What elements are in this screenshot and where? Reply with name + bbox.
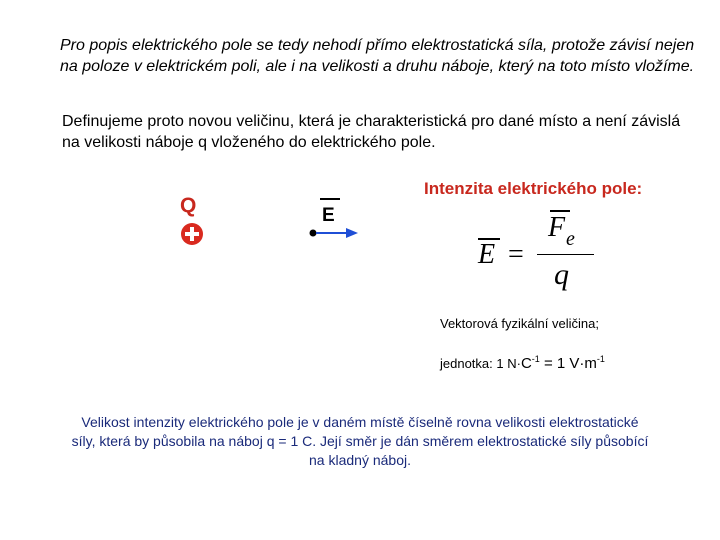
footer-paragraph: Velikost intenzity elektrického pole je v daném místě číselně rovna velikosti elektrostatické síly, která by působila na náboj q = 1 C. Její směr je dán směrem elektrostatické síly působící na kladný náboj. [71, 414, 649, 468]
positive-charge-icon [181, 223, 203, 245]
formula-lhs: E [478, 239, 496, 270]
unit-exponent-2: -1 [596, 354, 605, 364]
field-vector-arrow-icon [308, 225, 360, 241]
formula-equals: = [508, 239, 524, 270]
formula-fraction-line [537, 254, 594, 255]
vector-description: Vektorová fyzikální veličina; [440, 316, 599, 331]
intensity-title: Intenzita elektrického pole: [424, 179, 643, 198]
unit-coulomb: C [520, 355, 532, 372]
unit-line [440, 354, 605, 372]
field-label: E [322, 205, 335, 226]
intensity-formula [470, 205, 610, 300]
field-vector-bar [320, 198, 340, 200]
definition-paragraph: Definujeme proto novou veličinu, která je charakteristická pro dané místo a není závislá na velikosti náboje q vloženého do elektrického pole. [62, 113, 681, 151]
unit-middle: = 1 V·m [539, 355, 597, 372]
formula-numerator: F [548, 212, 566, 243]
formula-denominator: q [554, 258, 569, 291]
unit-exponent-1: -1 [531, 354, 540, 364]
formula-subscript: e [566, 228, 575, 250]
intro-paragraph: Pro popis elektrického pole se tedy nehodí přímo elektrostatická síla, protože závisí nejen na poloze v elektrickém poli, ale i na velikosti a druhu náboje, který na toto místo vložíme. [60, 37, 695, 75]
charge-label: Q [180, 194, 197, 217]
unit-prefix: jednotka: 1 N· [440, 356, 521, 371]
